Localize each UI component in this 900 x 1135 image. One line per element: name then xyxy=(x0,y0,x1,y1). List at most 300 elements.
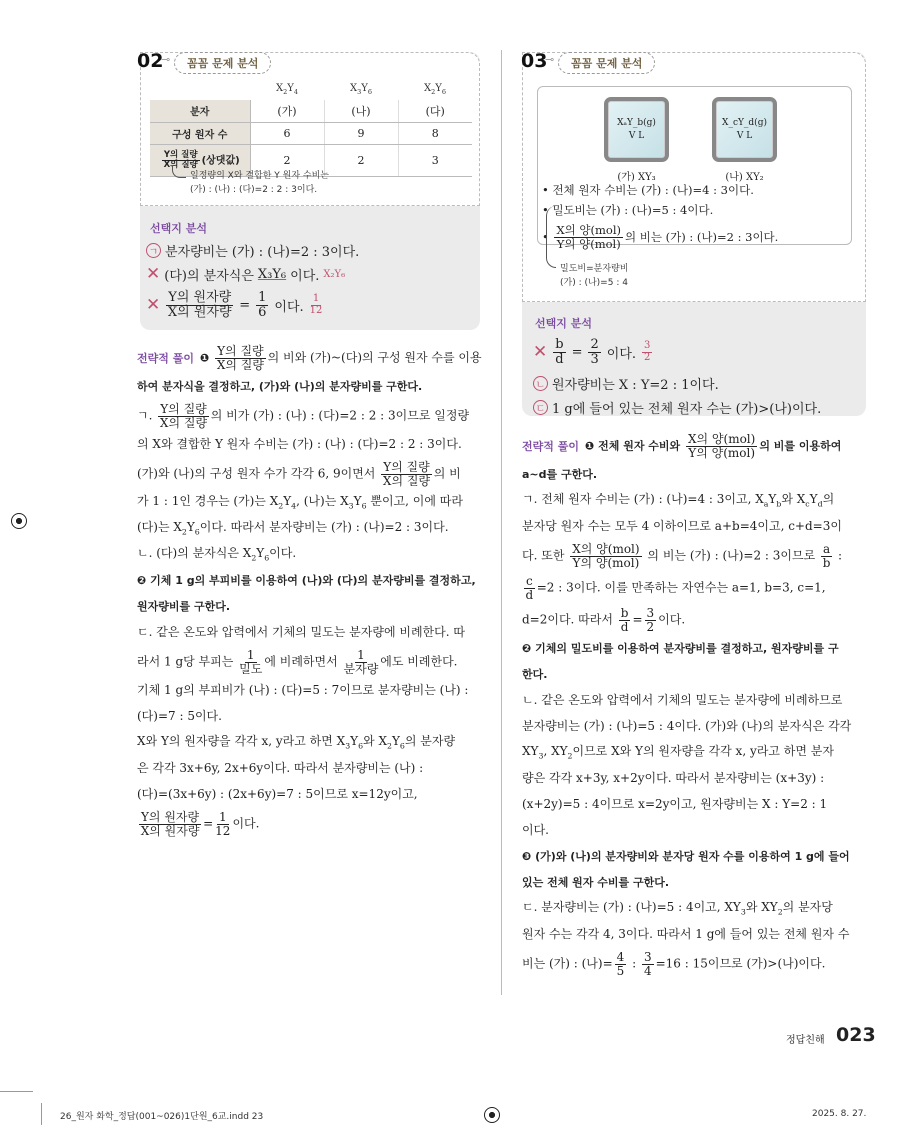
gas-container xyxy=(712,97,777,162)
cross-mark-icon: ✕ xyxy=(533,342,548,362)
cross-mark-icon: ✕ xyxy=(146,264,161,284)
bullet-text: 의 비는 (가) : (나)=2 : 3이다. xyxy=(625,230,779,244)
line-content xyxy=(137,345,482,371)
text: Y xyxy=(186,519,195,534)
text-line xyxy=(522,870,866,896)
line-content xyxy=(522,607,685,633)
frac-num: 1 xyxy=(357,647,365,662)
line-content xyxy=(522,468,597,482)
note-line: (가) : (나) : (다)=2 : 2 : 3이다. xyxy=(190,184,318,195)
text-line xyxy=(522,818,866,844)
fraction xyxy=(139,811,201,837)
text-line xyxy=(522,948,866,980)
text-line xyxy=(522,792,866,818)
line-content xyxy=(137,380,422,394)
text-line xyxy=(522,844,866,870)
frac-num: 4 xyxy=(616,949,625,964)
cell: 2 xyxy=(250,144,324,176)
frac-den: d xyxy=(555,351,564,367)
fraction xyxy=(215,811,230,837)
q02-note xyxy=(190,170,329,197)
frac-num: Y의 질량 xyxy=(163,149,198,160)
text: 의 xyxy=(822,491,835,506)
line-content xyxy=(522,575,826,601)
text: ㄷ. 분자량비는 (가) : (나)=5 : 4이고, XY xyxy=(522,899,741,914)
fraction xyxy=(239,649,262,675)
note-line: 일정량의 X와 결합한 Y 원자 수비는 xyxy=(190,171,329,181)
text: , XY xyxy=(543,743,568,758)
text-line xyxy=(137,782,480,808)
text-line xyxy=(137,730,480,756)
text: (가)와 (나)의 구성 원자 수가 각각 6, 9이면서 xyxy=(137,466,380,481)
vessel-label: (가) XY₃ xyxy=(617,172,656,183)
line-content xyxy=(137,495,463,511)
text: 이다. xyxy=(658,612,686,627)
subscript: 6 xyxy=(441,87,446,96)
cell: 8 xyxy=(398,122,472,144)
step-heading: ❶ 전체 원자 수비와 xyxy=(584,439,684,453)
line-content xyxy=(522,951,825,977)
crop-line xyxy=(41,1103,42,1125)
subscript: 3 xyxy=(740,907,746,917)
text: 의 X와 결합한 Y 원자 수비는 (가) : (나) : (다)=2 : 2 : 3이다. xyxy=(137,437,462,452)
text-line xyxy=(522,766,866,792)
text: 라서 1 g당 부피는 xyxy=(137,654,238,669)
text-line xyxy=(137,400,480,432)
text-line xyxy=(137,516,480,542)
subscript: 2 xyxy=(251,553,257,563)
text-line xyxy=(137,620,480,646)
text: Y xyxy=(256,545,265,560)
frac-den: 4 xyxy=(643,963,652,978)
choice-text: 분자량비는 (가) : (나)=2 : 3이다. xyxy=(165,244,360,260)
subscript: 6 xyxy=(361,501,367,511)
frac-num: 3 xyxy=(643,949,652,964)
step-heading: 한다. xyxy=(522,668,548,682)
vessel-ga xyxy=(604,97,669,183)
frac-den: 12 xyxy=(215,823,231,838)
bullet-text: 밀도비는 (가) : (나)=5 : 4이다. xyxy=(552,203,714,217)
text: 에 비례하면서 xyxy=(264,654,342,669)
frac-num: X의 양(mol) xyxy=(572,541,640,556)
fraction xyxy=(158,403,209,429)
line-content xyxy=(137,649,457,675)
line-content xyxy=(522,642,839,656)
text: ㄱ. 전체 원자 수비는 (가) : (나)=4 : 3이고, X xyxy=(522,491,764,506)
text-line xyxy=(137,542,480,568)
bullet: • 전체 원자 수비는 (가) : (나)=4 : 3이다. xyxy=(542,183,754,197)
subscript: 3 xyxy=(357,87,362,96)
text-line xyxy=(137,342,480,374)
frac-den: X의 질량 xyxy=(163,159,198,170)
text: ㄷ. 같은 온도와 압력에서 기체의 밀도는 분자량에 비례한다. 따 xyxy=(137,625,465,640)
line-content xyxy=(522,901,833,917)
registration-mark-icon xyxy=(484,1107,500,1123)
text: = xyxy=(203,816,214,831)
formula-header: $X_2Y_6$ xyxy=(423,82,446,96)
correction-den: 2 xyxy=(644,351,651,363)
circle-mark-icon: ㄴ xyxy=(533,376,548,391)
text: 비는 (가) : (나)= xyxy=(522,956,613,971)
subscript: 6 xyxy=(399,741,405,751)
vessel-volume: V L xyxy=(628,130,645,141)
subscript: d xyxy=(817,499,823,509)
text-line xyxy=(522,604,866,636)
frac-num: c xyxy=(526,573,533,588)
text-line xyxy=(137,646,480,678)
text-line xyxy=(137,374,480,400)
step-heading: 있는 전체 원자 수비를 구한다. xyxy=(522,876,670,890)
subscript: 2 xyxy=(567,751,573,761)
frac-den: 5 xyxy=(616,963,625,978)
line-content xyxy=(522,745,834,761)
cross-mark-icon: ✕ xyxy=(146,295,161,315)
line-content xyxy=(522,850,850,864)
text: Y xyxy=(353,493,362,508)
cell: (나) xyxy=(324,100,398,122)
choice-text: 이다. xyxy=(290,268,320,284)
fraction xyxy=(344,649,379,675)
text-line xyxy=(137,594,480,620)
q03-choices-title: 선택지 분석 xyxy=(535,317,592,330)
text: 의 비와 (가)~(다)의 구성 원자 수를 이용 xyxy=(267,350,482,365)
text: 이다. xyxy=(232,816,260,831)
frac-den: 2 xyxy=(646,619,655,634)
strategy-label: 전략적 풀이 xyxy=(522,439,579,453)
line-content xyxy=(137,762,423,776)
line-content xyxy=(522,798,827,812)
fraction xyxy=(215,345,266,371)
q03-conditions xyxy=(542,180,778,254)
text: 가 1 : 1인 경우는 (가)는 X xyxy=(137,493,279,508)
registration-mark-icon xyxy=(11,513,27,529)
note-line: 밀도비=분자량비 xyxy=(560,264,629,274)
step-heading: ❷ 기체 1 g의 부피비를 이용하여 (나)와 (다)의 분자량비를 결정하고, xyxy=(137,574,476,588)
line-content xyxy=(522,543,842,569)
text: 이다. xyxy=(269,545,297,560)
circle-mark-icon: ㄱ xyxy=(146,243,161,258)
fraction xyxy=(615,951,627,977)
cell: (다) xyxy=(398,100,472,122)
choice-correct xyxy=(146,238,359,262)
q03-note xyxy=(560,263,628,290)
correction: X₂Y₆ xyxy=(323,268,346,280)
bullet-text: 전체 원자 수비는 (가) : (나)=4 : 3이다. xyxy=(552,183,754,197)
frac-den: d xyxy=(620,619,629,634)
cell: 3 xyxy=(398,144,472,176)
correction-num: 1 xyxy=(312,293,320,304)
frac-num: 2 xyxy=(590,336,599,352)
text-line xyxy=(137,808,480,840)
line-content xyxy=(137,547,296,563)
q03-tag: 꼼꼼 문제 분석 xyxy=(558,52,655,74)
curved-arrow-icon xyxy=(172,166,186,178)
subscript: a xyxy=(763,499,769,509)
text: : xyxy=(834,548,842,563)
frac-num: Y의 질량 xyxy=(217,343,264,358)
text-line xyxy=(137,458,480,490)
line-content xyxy=(137,626,465,640)
print-date: 2025. 8. 27. xyxy=(812,1109,867,1119)
text-line xyxy=(137,704,480,730)
text: 와 XY xyxy=(745,899,778,914)
text: Y xyxy=(391,733,400,748)
frac-num: Y의 원자량 xyxy=(141,809,200,824)
text: 의 분자당 xyxy=(782,899,833,914)
fraction xyxy=(570,543,641,569)
line-content xyxy=(522,668,547,682)
text: 이다. 따라서 분자량비는 (가) : (나)=2 : 3이다. xyxy=(199,519,449,534)
text-line xyxy=(522,662,866,688)
text: 은 각각 3x+6y, 2x+6y이다. 따라서 분자량비는 (나) : xyxy=(137,761,424,776)
text: ㄴ. 같은 온도와 압력에서 기체의 밀도는 분자량에 비례하므로 xyxy=(522,693,843,708)
frac-den: 3 xyxy=(590,351,599,367)
line-content xyxy=(137,438,462,452)
suffix: (상댓값) xyxy=(201,155,240,166)
curved-arrow-icon xyxy=(546,206,556,268)
page-number: 023 xyxy=(836,1024,876,1046)
frac-num: 3 xyxy=(646,605,655,620)
step-heading: 의 비를 이용하여 xyxy=(759,439,842,453)
bullet: • 밀도비는 (가) : (나)=5 : 4이다. xyxy=(542,203,714,217)
footer-rule xyxy=(0,1091,33,1092)
subscript: 2 xyxy=(387,741,392,751)
q03-choices xyxy=(533,333,821,419)
text-line xyxy=(522,430,866,462)
q03-explanation xyxy=(522,430,866,980)
text-line xyxy=(522,572,866,604)
vessel-volume: V L xyxy=(736,130,753,141)
text: =16 : 15이므로 (가)>(나)이다. xyxy=(655,956,826,971)
frac-den: Y의 양(mol) xyxy=(556,236,621,251)
line-content xyxy=(522,928,849,942)
cell: 6 xyxy=(250,122,324,144)
subscript: b xyxy=(776,499,782,509)
correction-num: 3 xyxy=(644,340,651,351)
step-heading: ❶ xyxy=(199,351,214,365)
row-label: 분자 xyxy=(150,100,250,122)
text: ㄱ. xyxy=(137,408,157,423)
text: =2 : 3이다. 이를 만족하는 자연수는 a=1, b=3, c=1, xyxy=(536,580,826,595)
frac-den: Y의 양(mol) xyxy=(688,445,756,460)
correction-den: 12 xyxy=(309,304,323,316)
arrow-icon: ⊸ xyxy=(545,53,555,66)
q03-number: 03 xyxy=(521,50,548,72)
line-content xyxy=(137,600,230,614)
frac-den: b xyxy=(822,555,831,570)
choice-wrong: ✕ $\frac{\text{Y의 원자량}}{\text{X의 원자량}}$ = $\frac{1}{6}$ 이다. $\frac{1}{12}$ xyxy=(146,289,323,320)
text-line xyxy=(137,568,480,594)
text-line xyxy=(522,540,866,572)
text-line xyxy=(137,678,480,704)
subscript: 6 xyxy=(367,87,372,96)
text: (다)=7 : 5이다. xyxy=(137,709,222,724)
subscript: 3 xyxy=(348,501,354,511)
text: 뿐이고, 이에 따라 xyxy=(366,493,463,508)
text-line xyxy=(137,756,480,782)
cell: (가) xyxy=(250,100,324,122)
text-line xyxy=(137,432,480,458)
text-line xyxy=(522,636,866,662)
frac-den: X의 원자량 xyxy=(167,304,232,320)
fraction xyxy=(619,607,631,633)
circle-mark-icon: ㄷ xyxy=(533,400,548,415)
fraction xyxy=(821,543,832,569)
frac-num: X의 양(mol) xyxy=(687,431,756,446)
line-content xyxy=(522,772,824,786)
choice-formula: X₃Y₆ xyxy=(257,266,287,282)
fraction xyxy=(645,607,657,633)
step-heading: 원자량비를 구한다. xyxy=(137,600,231,614)
text: 원자 수는 각각 4, 3이다. 따라서 1 g에 들어 있는 전체 원자 수 xyxy=(522,927,850,942)
text: 이다. xyxy=(522,823,549,838)
text: 와 X xyxy=(363,733,387,748)
text: 분자량비는 (가) : (나)=5 : 4이다. (가)와 (나)의 분자식은 각각 xyxy=(522,719,852,734)
line-content xyxy=(137,521,449,537)
vessel-content: X_cY_d(g) xyxy=(722,117,767,128)
step-heading: 하여 분자식을 결정하고, (가)와 (나)의 분자량비를 구한다. xyxy=(137,380,423,394)
strategy-label: 전략적 풀이 xyxy=(137,351,194,365)
line-content xyxy=(137,461,461,487)
fraction xyxy=(381,461,432,487)
table-row xyxy=(150,122,472,144)
text: 다. 또한 xyxy=(522,548,569,563)
step-heading: ❸ (가)와 (나)의 분자량비와 분자당 원자 수를 이용하여 1 g에 들어 xyxy=(522,850,850,864)
text: XY xyxy=(522,743,539,758)
subscript: 2 xyxy=(777,907,783,917)
frac-num: X의 양(mol) xyxy=(556,223,621,238)
frac-den: X의 질량 xyxy=(159,415,208,430)
column-divider xyxy=(501,50,502,995)
text: (다)는 X xyxy=(137,519,182,534)
vessel-label: (나) XY₂ xyxy=(725,172,764,183)
bullet: • $\frac{\text{X의 양(mol)}}{\text{Y의 양(mol)}}$ 의 비는 (가) : (나)=2 : 3이다. xyxy=(542,223,779,251)
subscript: 6 xyxy=(358,741,364,751)
line-content xyxy=(522,720,851,734)
q02-choices-title: 선택지 분석 xyxy=(150,222,207,235)
text-line xyxy=(522,922,866,948)
note-line: (가) : (나)=5 : 4 xyxy=(560,277,628,288)
text: 의 비가 (가) : (나) : (다)=2 : 2 : 3이므로 일정량 xyxy=(210,408,470,423)
choice-correct xyxy=(533,395,821,419)
text: d=2이다. 따라서 xyxy=(522,612,617,627)
text-line xyxy=(522,514,866,540)
subscript: 4 xyxy=(293,87,298,96)
footer-section: 정답친해 xyxy=(786,1035,825,1046)
text: 분자당 원자 수는 모두 4 이하이므로 a+b=4이고, c+d=3이 xyxy=(522,519,842,534)
text: (x+2y)=5 : 4이므로 x=2y이고, 원자량비는 X : Y=2 : 1 xyxy=(522,797,828,812)
fraction xyxy=(642,951,654,977)
text: = xyxy=(632,612,643,627)
q02-tag: 꼼꼼 문제 분석 xyxy=(174,52,271,74)
choice-text: (다)의 분자식은 xyxy=(164,268,254,284)
text: 와 X xyxy=(781,491,806,506)
frac-den: X의 원자량 xyxy=(140,823,200,838)
text-line xyxy=(522,714,866,740)
q02-table xyxy=(150,78,472,177)
row-label: 구성 원자 수 xyxy=(150,122,250,144)
frac-den: 분자량 xyxy=(343,661,379,676)
formula-header: $X_3Y_6$ xyxy=(349,82,372,96)
line-content xyxy=(137,684,468,698)
frac-num: 1 xyxy=(258,289,267,305)
step-heading: a~d를 구한다. xyxy=(522,468,598,482)
q02-choices xyxy=(146,238,359,324)
frac-den: 밀도 xyxy=(239,661,263,676)
line-content xyxy=(137,403,469,429)
frac-den: X의 질량 xyxy=(216,357,264,372)
choice-wrong: ✕ $\frac{b}{d}$ = $\frac{2}{3}$ 이다. $\frac{3}{2}$ xyxy=(533,336,651,367)
text: Y xyxy=(768,491,777,506)
line-content xyxy=(137,710,222,724)
text: : xyxy=(628,956,640,971)
text: 기체 1 g의 부피비가 (나) : (다)=5 : 7이므로 분자량비는 (나) : xyxy=(137,683,469,698)
frac-num: a xyxy=(822,541,831,556)
choice-text: 이다. xyxy=(274,299,304,315)
text-line xyxy=(522,688,866,714)
text: Y xyxy=(283,493,292,508)
choice-text: 이다. xyxy=(606,346,637,362)
choice-text: 1 g에 들어 있는 전체 원자 수는 (가)>(나)이다. xyxy=(552,401,822,417)
text-line xyxy=(522,740,866,766)
line-content xyxy=(137,735,455,751)
subscript: 2 xyxy=(283,87,288,96)
frac-den: Y의 양(mol) xyxy=(572,555,640,570)
choice-text: 원자량비는 X : Y=2 : 1이다. xyxy=(552,377,719,393)
text: 이므로 X와 Y의 원자량을 각각 x, y라고 하면 분자 xyxy=(572,743,834,758)
text: (다)=(3x+6y) : (2x+6y)=7 : 5이므로 x=12y이고, xyxy=(137,787,418,802)
vessel-na xyxy=(712,97,777,183)
arrow-icon: ⊸ xyxy=(161,53,171,66)
subscript: 2 xyxy=(278,501,284,511)
formula-header: $X_2Y_4$ xyxy=(275,82,298,96)
file-name: 26_원자 화학_정답(001~026)1단원_6교.indd 23 xyxy=(60,1112,264,1122)
vessel-content: XₐY_b(g) xyxy=(617,117,656,128)
frac-num: Y의 원자량 xyxy=(168,289,232,305)
line-content xyxy=(137,788,418,802)
subscript: c xyxy=(805,499,810,509)
frac-num: b xyxy=(620,605,629,620)
choice-wrong xyxy=(146,262,359,286)
text: , (나)는 X xyxy=(296,493,349,508)
frac-num: Y의 질량 xyxy=(160,401,207,416)
frac-den: 6 xyxy=(258,304,267,320)
text: X와 Y의 원자량을 각각 x, y라고 하면 X xyxy=(137,733,346,748)
q02-number: 02 xyxy=(137,50,164,72)
frac-num: 1 xyxy=(218,809,227,824)
subscript: 3 xyxy=(345,741,351,751)
frac-num: 1 xyxy=(246,647,255,662)
text-line xyxy=(137,490,480,516)
subscript: 6 xyxy=(194,527,200,537)
cell: 2 xyxy=(324,144,398,176)
choice-correct xyxy=(533,371,821,395)
text: Y xyxy=(809,491,818,506)
subscript: 3 xyxy=(538,751,544,761)
line-content xyxy=(522,433,841,459)
fraction xyxy=(524,575,535,601)
table-row xyxy=(150,100,472,122)
cell: 9 xyxy=(324,122,398,144)
text: 량은 각각 x+3y, x+2y이다. 따라서 분자량비는 (x+3y) : xyxy=(522,771,825,786)
text: ㄴ. (다)의 분자식은 X xyxy=(137,545,252,560)
line-content xyxy=(137,811,259,837)
frac-num: b xyxy=(555,336,564,352)
text: 의 분자량 xyxy=(404,733,456,748)
q02-explanation xyxy=(137,342,480,840)
fraction xyxy=(686,433,757,459)
frac-den: X의 질량 xyxy=(382,473,431,488)
